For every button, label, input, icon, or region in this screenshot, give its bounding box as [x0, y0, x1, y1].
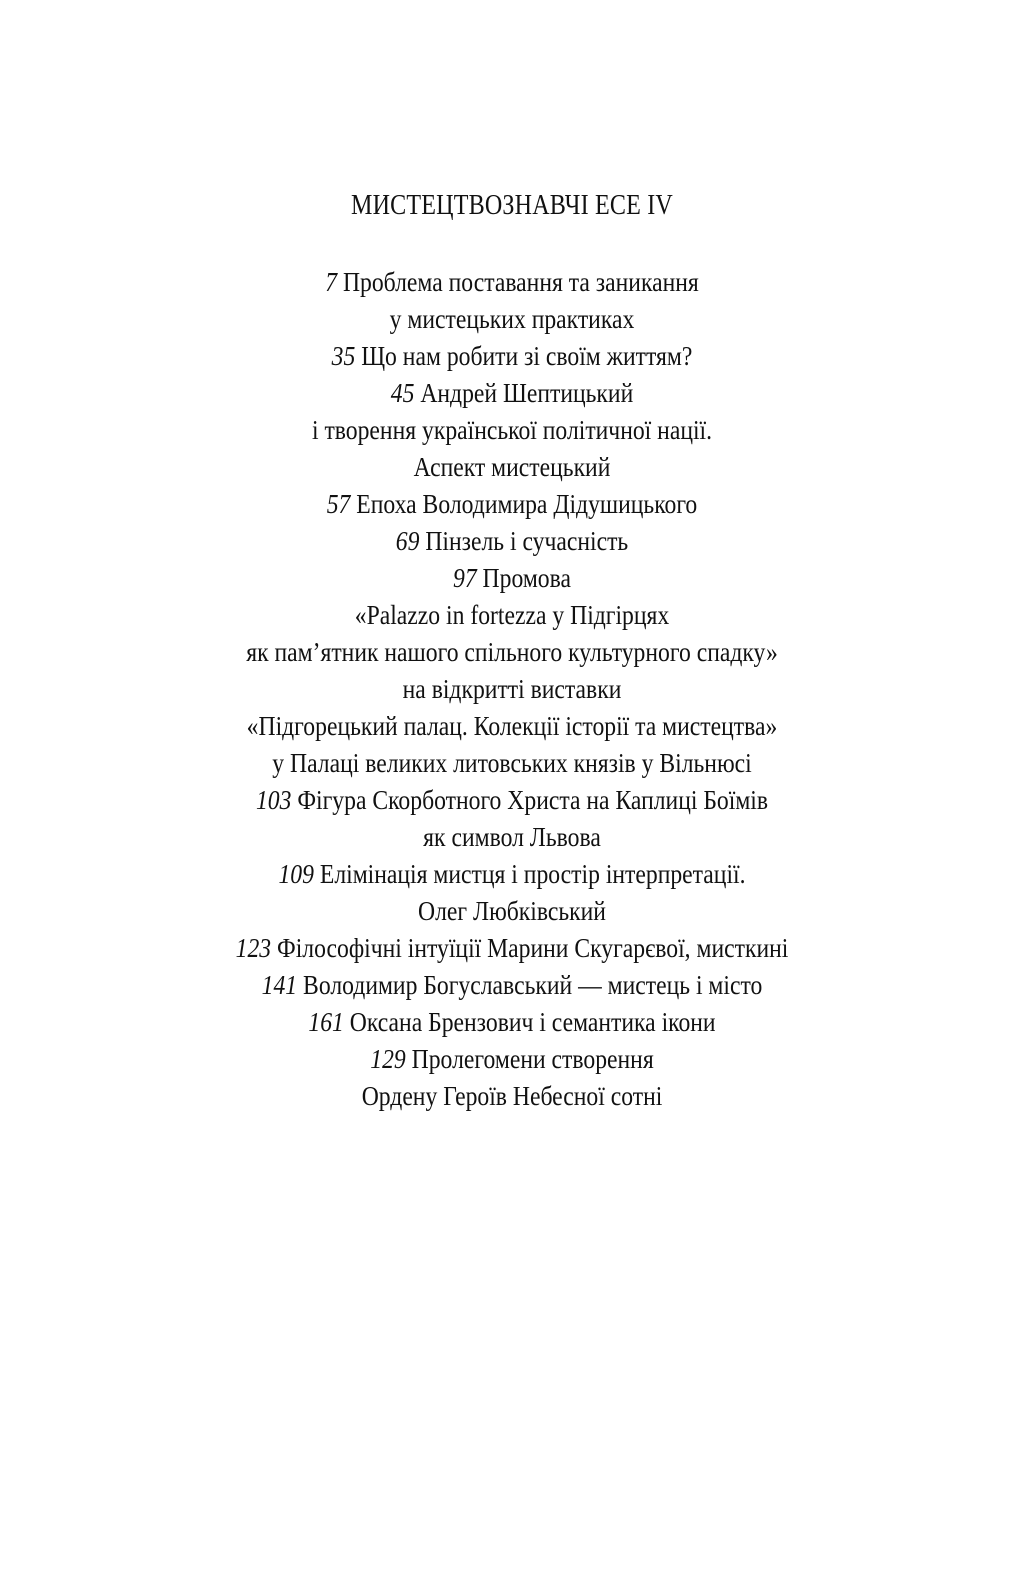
toc-page-number: 161	[308, 1006, 344, 1037]
toc-entry-continuation-line	[72, 670, 953, 707]
toc-entry-continuation-line	[72, 596, 953, 633]
toc-entry-title: Ордену Героїв Небесної сотні	[361, 1080, 663, 1111]
toc-page-number: 35	[331, 340, 356, 371]
toc-entry-title: «Підгорецький палац. Колекції історії та мистецтва»	[246, 710, 778, 741]
toc-entry-first-line	[72, 1003, 953, 1040]
table-of-contents	[0, 263, 1024, 1114]
toc-entry	[0, 1003, 1024, 1040]
toc-page-number: 57	[326, 488, 351, 519]
toc-entry	[0, 374, 1024, 485]
toc-entry-first-line	[72, 522, 953, 559]
toc-entry-first-line	[72, 1040, 953, 1077]
toc-entry-title: Проблема поставання та заникання	[342, 266, 699, 297]
toc-entry	[0, 855, 1024, 929]
toc-entry	[0, 263, 1024, 337]
toc-entry-continuation-line	[72, 633, 953, 670]
toc-entry-continuation-line	[72, 448, 953, 485]
toc-entry-title: Пролегомени створення	[411, 1043, 654, 1074]
toc-entry-first-line	[72, 781, 953, 818]
toc-page-number: 7	[325, 266, 338, 297]
toc-entry-continuation-line	[72, 744, 953, 781]
toc-entry-continuation-line	[72, 707, 953, 744]
toc-entry-title: Що нам робити зі своїм життям?	[361, 340, 693, 371]
toc-entry-title: Промова	[482, 562, 571, 593]
toc-entry-title: «Palazzo in fortezza у Підгірцях	[354, 599, 670, 630]
toc-page-number: 69	[395, 525, 420, 556]
toc-entry-title: Андрей Шептицький	[420, 377, 634, 408]
toc-entry-title: у мистецьких практиках	[389, 303, 635, 334]
toc-entry-first-line	[72, 559, 953, 596]
toc-entry-title: Оксана Брензович і семантика ікони	[349, 1006, 716, 1037]
toc-page-number: 141	[261, 969, 298, 1000]
toc-entry-first-line	[72, 485, 953, 522]
toc-page-number: 129	[370, 1043, 406, 1074]
toc-entry-title: як пам’ятник нашого спільного культурного спадку»	[246, 636, 778, 667]
toc-entry-continuation-line	[72, 1077, 953, 1114]
toc-entry	[0, 781, 1024, 855]
toc-entry-first-line	[72, 966, 953, 1003]
toc-entry-title: на відкритті виставки	[402, 673, 622, 704]
toc-entry-continuation-line	[72, 300, 953, 337]
toc-entry-title: Фігура Скорботного Христа на Каплиці Боїмів	[297, 784, 769, 815]
toc-page-number: 103	[255, 784, 292, 815]
toc-entry-title: Олег Любківський	[418, 895, 606, 926]
toc-entry-title: Елімінація мистця і простір інтерпретації.	[319, 858, 746, 889]
toc-entry-first-line	[72, 337, 953, 374]
toc-entry-first-line	[72, 374, 953, 411]
toc-page-number: 109	[278, 858, 314, 889]
toc-entry-first-line	[72, 263, 953, 300]
toc-entry	[0, 485, 1024, 522]
toc-entry-title: Філософічні інтуїції Марини Скугарєвої, мисткині	[277, 932, 789, 963]
toc-entry-title: у Палаці великих литовських князів у Вільнюсі	[272, 747, 752, 778]
toc-entry-continuation-line	[72, 411, 953, 448]
toc-entry-title: Аспект мистецький	[413, 451, 611, 482]
toc-page-number: 123	[235, 932, 272, 963]
toc-entry-title: як символ Львова	[423, 821, 601, 852]
toc-entry-title: Пінзель і сучасність	[425, 525, 629, 556]
toc-page-number: 45	[390, 377, 415, 408]
toc-entry-first-line	[72, 929, 953, 966]
toc-entry	[0, 522, 1024, 559]
toc-entry	[0, 966, 1024, 1003]
toc-entry-first-line	[72, 855, 953, 892]
toc-entry-title: Володимир Богуславський — мистець і місто	[303, 969, 763, 1000]
toc-entry	[0, 929, 1024, 966]
page-title: МИСТЕЦТВОЗНАВЧІ ЕСЕ IV	[351, 190, 673, 221]
toc-entry-continuation-line	[72, 818, 953, 855]
toc-entry	[0, 337, 1024, 374]
toc-entry	[0, 1040, 1024, 1114]
toc-entry-title: Епоха Володимира Дідушицького	[356, 488, 698, 519]
toc-entry	[0, 559, 1024, 781]
toc-entry-title: і творення української політичної нації.	[311, 414, 713, 445]
toc-page-number: 97	[452, 562, 477, 593]
toc-entry-continuation-line	[72, 892, 953, 929]
